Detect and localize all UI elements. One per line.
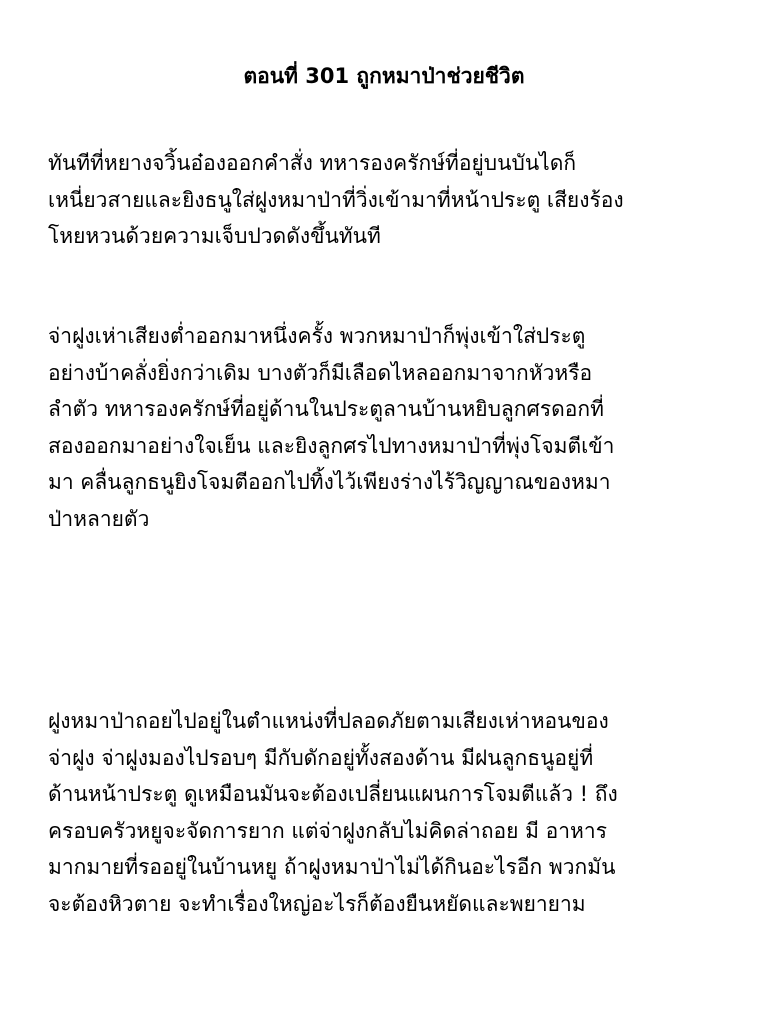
chapter-title: ตอนที่ 301 ถูกหมาป่าช่วยชีวิต (243, 64, 525, 88)
text-line: ป่าหลายตัว (48, 506, 150, 531)
text-line: ลำตัว ทหารองครักษ์ที่อยู่ด้านในประตูลานบ้านหยิบลูกศรดอกที่ (48, 397, 604, 421)
paragraph-1 (48, 145, 720, 255)
text-line: ฝูงหมาป่าถอยไปอยู่ในตำแหน่งที่ปลอดภัยตามเสียงเห่าหอนของ (48, 709, 609, 733)
text-line: ด้านหน้าประตู ดูเหมือนมันจะต้องเปลี่ยนแผนการโจมตีแล้ว ! ถึง (48, 782, 618, 806)
paragraph-2 (48, 318, 720, 537)
paragraph-3 (48, 703, 720, 922)
text-line: จ่าฝูง จ่าฝูงมองไปรอบๆ มีกับดักอยู่ทั้งสองด้าน มีฝนลูกธนูอยู่ที่ (48, 745, 594, 770)
text-line: โหยหวนด้วยความเจ็บปวดดังขึ้นทันที (48, 224, 381, 248)
text-line: ครอบครัวหยูจะจัดการยาก แต่จ่าฝูงกลับไม่คิดล่าถอย มี อาหาร (48, 818, 607, 843)
text-line: มา คลื่นลูกธนูยิงโจมตีออกไปทิ้งไว้เพียงร่างไร้วิญญาณของหมา (48, 470, 611, 494)
text-line: สองออกมาอย่างใจเย็น และยิงลูกศรไปทางหมาป่าที่พุ่งโจมตีเข้า (48, 433, 615, 458)
text-line: ทันทีที่หยางจวิ้นอ๋องออกคำสั่ง ทหารองครักษ์ที่อยู่บนบันไดก็ (48, 151, 577, 175)
text-line: จ่าฝูงเห่าเสียงต่ำออกมาหนึ่งครั้ง พวกหมาป่าก็พุ่งเข้าใส่ประตู (48, 324, 586, 348)
text-line: มากมายที่รออยู่ในบ้านหยู ถ้าฝูงหมาป่าไม่ได้กินอะไรอีก พวกมัน (48, 855, 616, 879)
text-line: เหนี่ยวสายและยิงธนูใส่ฝูงหมาป่าที่วิ่งเข้ามาที่หน้าประตู เสียงร้อง (48, 187, 624, 212)
text-line: อย่างบ้าคลั่งยิ่งกว่าเดิม บางตัวก็มีเลือดไหลออกมาจากหัวหรือ (48, 360, 593, 385)
text-line: จะต้องหิวตาย จะทำเรื่องใหญ่อะไรก็ต้องยืนหยัดและพยายาม (48, 891, 586, 916)
